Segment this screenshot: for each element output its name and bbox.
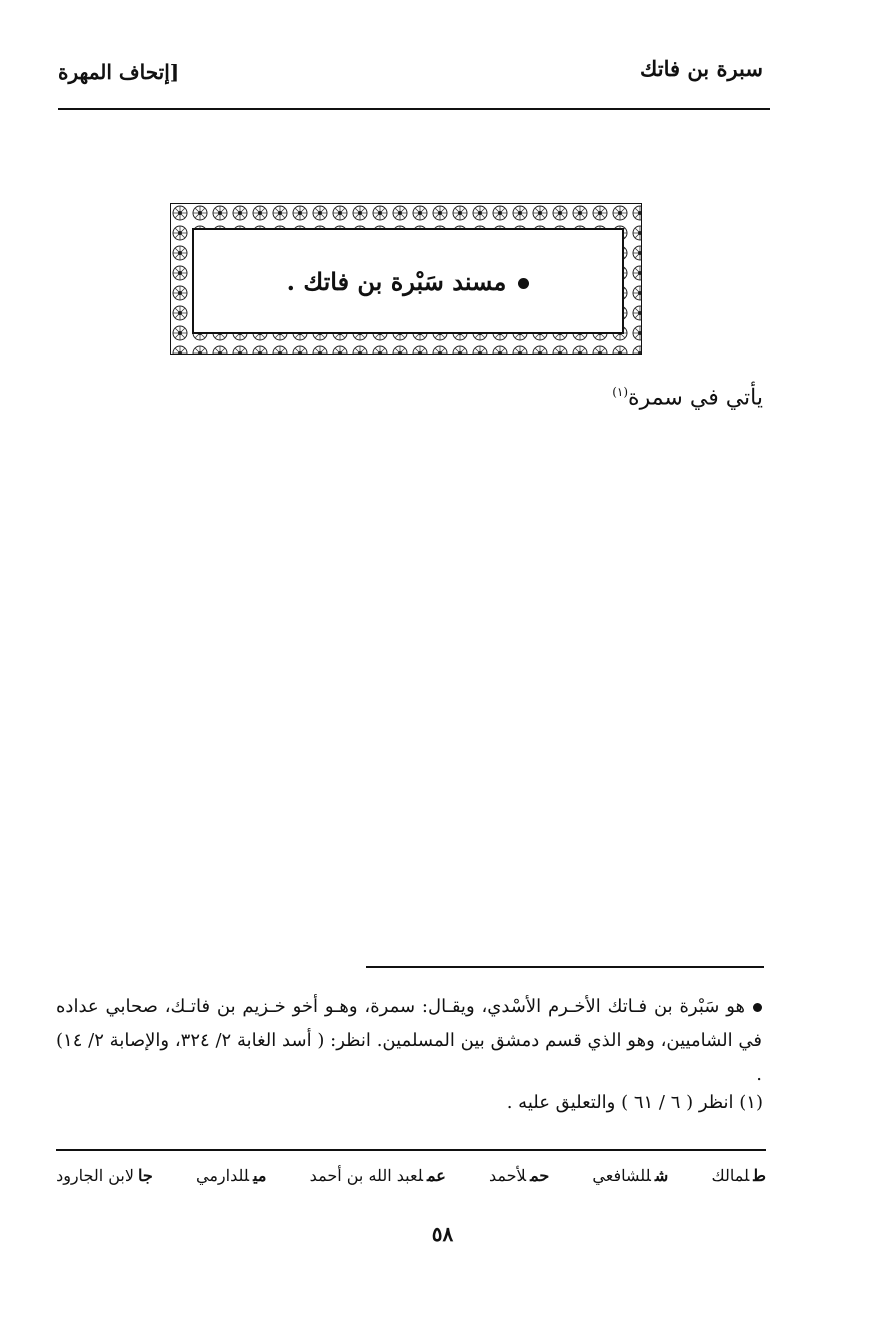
footnote-bio [56, 990, 762, 1092]
abbr-code: ش [654, 1166, 669, 1185]
section-title-box [192, 228, 624, 334]
abbr-item [711, 1166, 766, 1185]
bullet-icon [518, 278, 529, 289]
header-divider [58, 108, 770, 110]
abbr-name: لمالك [711, 1166, 750, 1185]
abbr-item [489, 1166, 549, 1185]
abbr-name: لأحمد [488, 1166, 527, 1185]
abbr-item [56, 1166, 153, 1185]
abbr-item [310, 1166, 446, 1185]
abbr-code: حم [530, 1166, 550, 1185]
abbr-item [196, 1166, 266, 1185]
abbr-code: مي [253, 1166, 267, 1185]
key-divider [56, 1149, 766, 1151]
abbr-name: لابن الجارود [56, 1166, 135, 1185]
footnote-bio-text: هو سَبْرة بن فـاتك الأخـرم الأسْدي، ويقـال: سمرة، وهـو أخو خـزيم بن فاتـك، صحابي عداده في الشاميين، وهو الذي قسم دمشق بين المسلمين. انظر: ( أسد الغابة ٢/ ٣٢٤، والإصابة ٢/ ١٤) . [56, 996, 762, 1085]
abbr-code: جا [138, 1166, 153, 1185]
section-title [287, 267, 530, 296]
footnote-1: (١) انظر ( ٦ / ٦١ ) والتعليق عليه . [506, 1092, 763, 1113]
abbr-code: عم [426, 1166, 446, 1185]
abbr-item [592, 1166, 668, 1185]
abbr-code: ط [753, 1166, 766, 1185]
bullet-icon [753, 1003, 762, 1012]
running-header-book: [إتحاف المهرة [58, 60, 180, 84]
running-header-chapter: سبرة بن فاتك [640, 56, 763, 81]
body-line-text: يأتي في سمرة [628, 385, 763, 411]
abbr-name: للدارمي [195, 1166, 250, 1185]
page-number: ٥٨ [431, 1222, 454, 1246]
abbreviation-key [56, 1166, 766, 1185]
abbr-name: لعبد الله بن أحمد [309, 1166, 423, 1185]
footnote-divider [366, 966, 764, 968]
footnote-ref: (١) [612, 385, 629, 399]
abbr-name: للشافعي [592, 1166, 651, 1185]
section-title-text: مسند سَبْرة بن فاتك . [286, 266, 507, 296]
body-text [612, 385, 763, 410]
